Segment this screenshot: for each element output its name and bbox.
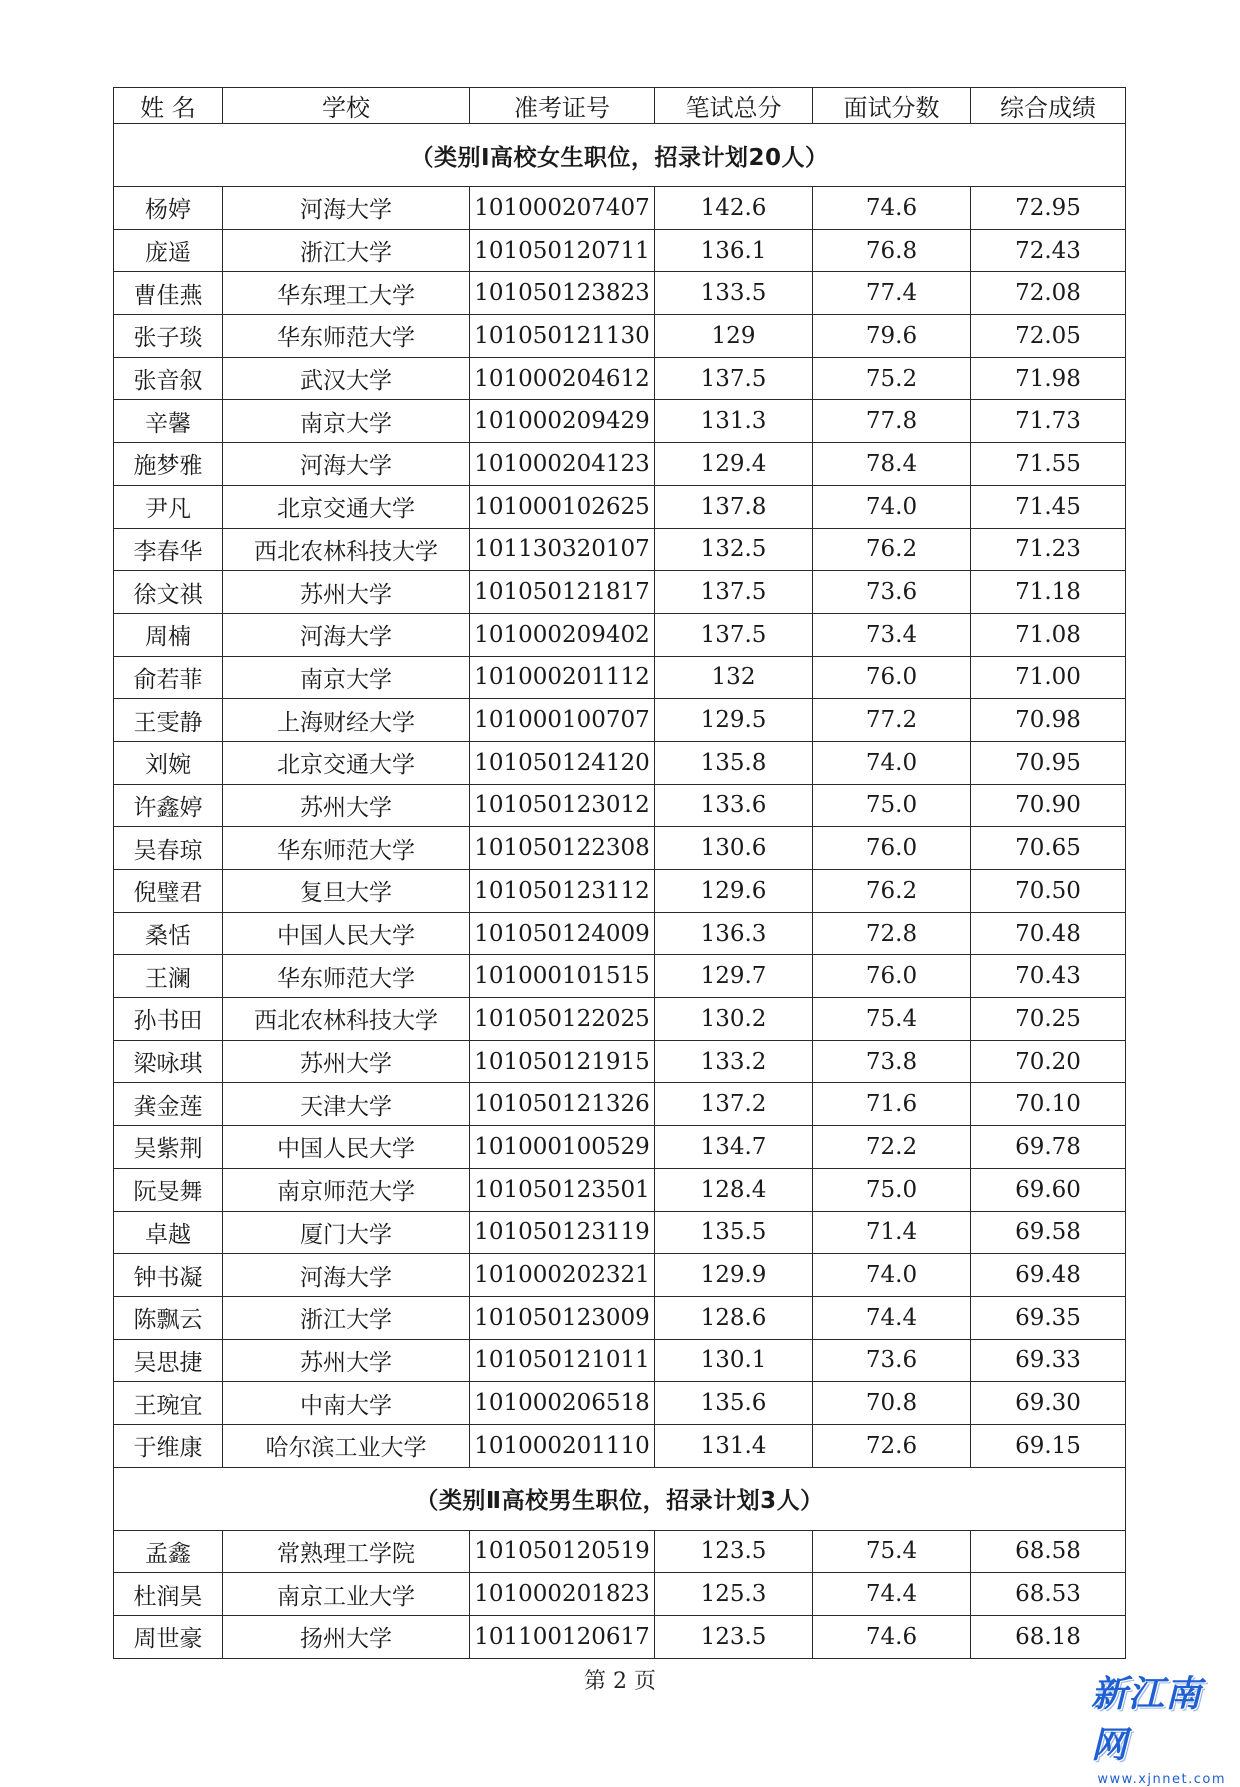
cell-exam-id: 101000204612 xyxy=(470,357,655,400)
score-table xyxy=(113,87,1126,1659)
cell-written-score: 129.6 xyxy=(655,870,813,913)
cell-total-score: 71.18 xyxy=(971,571,1126,614)
cell-name: 王澜 xyxy=(114,955,223,998)
cell-exam-id: 101050122025 xyxy=(470,998,655,1041)
header-written-score: 笔试总分 xyxy=(655,88,813,124)
cell-interview-score: 74.6 xyxy=(813,187,971,230)
cell-school: 河海大学 xyxy=(223,443,470,486)
cell-name: 杨婷 xyxy=(114,187,223,230)
table-row xyxy=(114,571,1126,614)
section-title: （类别Ⅱ高校男生职位，招录计划3人） xyxy=(114,1467,1126,1530)
cell-interview-score: 77.2 xyxy=(813,699,971,742)
cell-exam-id: 101050121130 xyxy=(470,315,655,358)
cell-written-score: 131.3 xyxy=(655,400,813,443)
cell-total-score: 71.73 xyxy=(971,400,1126,443)
cell-written-score: 135.8 xyxy=(655,741,813,784)
table-row xyxy=(114,1530,1126,1573)
cell-name: 辛馨 xyxy=(114,400,223,443)
cell-school: 南京工业大学 xyxy=(223,1573,470,1616)
cell-exam-id: 101130320107 xyxy=(470,528,655,571)
cell-interview-score: 74.4 xyxy=(813,1296,971,1339)
cell-written-score: 131.4 xyxy=(655,1424,813,1467)
table-row xyxy=(114,1339,1126,1382)
cell-total-score: 71.98 xyxy=(971,357,1126,400)
section-title: （类别Ⅰ高校女生职位，招录计划20人） xyxy=(114,124,1126,187)
cell-exam-id: 101050121817 xyxy=(470,571,655,614)
cell-written-score: 142.6 xyxy=(655,187,813,230)
cell-total-score: 70.25 xyxy=(971,998,1126,1041)
cell-written-score: 137.5 xyxy=(655,613,813,656)
cell-written-score: 135.6 xyxy=(655,1382,813,1425)
cell-school: 中国人民大学 xyxy=(223,1126,470,1169)
header-exam-id: 准考证号 xyxy=(470,88,655,124)
cell-school: 华东理工大学 xyxy=(223,272,470,315)
cell-total-score: 69.60 xyxy=(971,1168,1126,1211)
cell-total-score: 69.30 xyxy=(971,1382,1126,1425)
cell-exam-id: 101000201110 xyxy=(470,1424,655,1467)
cell-interview-score: 74.6 xyxy=(813,1616,971,1659)
cell-total-score: 70.20 xyxy=(971,1040,1126,1083)
cell-written-score: 129 xyxy=(655,315,813,358)
cell-written-score: 129.9 xyxy=(655,1254,813,1297)
cell-interview-score: 76.2 xyxy=(813,870,971,913)
cell-school: 河海大学 xyxy=(223,1254,470,1297)
cell-interview-score: 74.0 xyxy=(813,741,971,784)
cell-name: 桑恬 xyxy=(114,912,223,955)
table-row xyxy=(114,1296,1126,1339)
table-row xyxy=(114,1168,1126,1211)
cell-total-score: 70.98 xyxy=(971,699,1126,742)
cell-total-score: 69.35 xyxy=(971,1296,1126,1339)
cell-total-score: 70.43 xyxy=(971,955,1126,998)
table-row xyxy=(114,613,1126,656)
cell-exam-id: 101050123119 xyxy=(470,1211,655,1254)
cell-interview-score: 74.4 xyxy=(813,1573,971,1616)
table-row xyxy=(114,1573,1126,1616)
cell-written-score: 129.7 xyxy=(655,955,813,998)
cell-interview-score: 78.4 xyxy=(813,443,971,486)
cell-total-score: 70.50 xyxy=(971,870,1126,913)
cell-total-score: 69.58 xyxy=(971,1211,1126,1254)
cell-exam-id: 101000201112 xyxy=(470,656,655,699)
cell-written-score: 130.2 xyxy=(655,998,813,1041)
cell-name: 梁咏琪 xyxy=(114,1040,223,1083)
cell-exam-id: 101100120617 xyxy=(470,1616,655,1659)
cell-school: 中国人民大学 xyxy=(223,912,470,955)
cell-total-score: 71.23 xyxy=(971,528,1126,571)
cell-interview-score: 75.0 xyxy=(813,1168,971,1211)
cell-total-score: 70.95 xyxy=(971,741,1126,784)
cell-total-score: 71.00 xyxy=(971,656,1126,699)
cell-written-score: 128.4 xyxy=(655,1168,813,1211)
cell-name: 孙书田 xyxy=(114,998,223,1041)
cell-exam-id: 101000202321 xyxy=(470,1254,655,1297)
cell-interview-score: 74.0 xyxy=(813,1254,971,1297)
cell-written-score: 133.6 xyxy=(655,784,813,827)
cell-school: 华东师范大学 xyxy=(223,315,470,358)
cell-interview-score: 79.6 xyxy=(813,315,971,358)
cell-exam-id: 101050121011 xyxy=(470,1339,655,1382)
cell-school: 苏州大学 xyxy=(223,1339,470,1382)
table-row xyxy=(114,1382,1126,1425)
cell-name: 杜润昊 xyxy=(114,1573,223,1616)
cell-interview-score: 77.4 xyxy=(813,272,971,315)
cell-total-score: 69.78 xyxy=(971,1126,1126,1169)
cell-interview-score: 71.4 xyxy=(813,1211,971,1254)
header-name: 姓 名 xyxy=(114,88,223,124)
cell-total-score: 69.33 xyxy=(971,1339,1126,1382)
cell-school: 西北农林科技大学 xyxy=(223,998,470,1041)
cell-interview-score: 76.8 xyxy=(813,229,971,272)
table-row xyxy=(114,357,1126,400)
cell-interview-score: 77.8 xyxy=(813,400,971,443)
cell-name: 许鑫婷 xyxy=(114,784,223,827)
cell-name: 卓越 xyxy=(114,1211,223,1254)
cell-exam-id: 101050122308 xyxy=(470,827,655,870)
cell-school: 南京大学 xyxy=(223,656,470,699)
cell-exam-id: 101050123501 xyxy=(470,1168,655,1211)
cell-exam-id: 101050124120 xyxy=(470,741,655,784)
cell-exam-id: 101000101515 xyxy=(470,955,655,998)
cell-interview-score: 72.2 xyxy=(813,1126,971,1169)
header-school: 学校 xyxy=(223,88,470,124)
cell-name: 王琬宜 xyxy=(114,1382,223,1425)
cell-school: 河海大学 xyxy=(223,187,470,230)
cell-written-score: 123.5 xyxy=(655,1616,813,1659)
cell-name: 徐文祺 xyxy=(114,571,223,614)
cell-name: 吴思捷 xyxy=(114,1339,223,1382)
cell-exam-id: 101000201823 xyxy=(470,1573,655,1616)
cell-total-score: 72.95 xyxy=(971,187,1126,230)
cell-interview-score: 76.0 xyxy=(813,656,971,699)
cell-exam-id: 101000100707 xyxy=(470,699,655,742)
table-row xyxy=(114,400,1126,443)
table-row xyxy=(114,656,1126,699)
cell-exam-id: 101050121326 xyxy=(470,1083,655,1126)
cell-name: 李春华 xyxy=(114,528,223,571)
table-row xyxy=(114,443,1126,486)
cell-interview-score: 75.0 xyxy=(813,784,971,827)
cell-school: 复旦大学 xyxy=(223,870,470,913)
cell-interview-score: 73.4 xyxy=(813,613,971,656)
table-row xyxy=(114,1083,1126,1126)
cell-written-score: 128.6 xyxy=(655,1296,813,1339)
header-row xyxy=(114,88,1126,124)
cell-interview-score: 75.2 xyxy=(813,357,971,400)
table-row xyxy=(114,699,1126,742)
cell-written-score: 136.1 xyxy=(655,229,813,272)
cell-school: 苏州大学 xyxy=(223,784,470,827)
table-row xyxy=(114,784,1126,827)
cell-interview-score: 76.2 xyxy=(813,528,971,571)
cell-school: 厦门大学 xyxy=(223,1211,470,1254)
table-row xyxy=(114,187,1126,230)
cell-school: 苏州大学 xyxy=(223,571,470,614)
cell-total-score: 70.10 xyxy=(971,1083,1126,1126)
cell-interview-score: 76.0 xyxy=(813,955,971,998)
cell-exam-id: 101000207407 xyxy=(470,187,655,230)
cell-name: 吴紫荆 xyxy=(114,1126,223,1169)
cell-written-score: 130.6 xyxy=(655,827,813,870)
cell-school: 河海大学 xyxy=(223,613,470,656)
cell-total-score: 70.65 xyxy=(971,827,1126,870)
cell-interview-score: 73.6 xyxy=(813,571,971,614)
cell-exam-id: 101000209402 xyxy=(470,613,655,656)
cell-written-score: 136.3 xyxy=(655,912,813,955)
cell-name: 阮旻舞 xyxy=(114,1168,223,1211)
cell-exam-id: 101000209429 xyxy=(470,400,655,443)
table-row xyxy=(114,870,1126,913)
site-watermark xyxy=(1091,1666,1226,1787)
cell-name: 俞若菲 xyxy=(114,656,223,699)
cell-total-score: 68.18 xyxy=(971,1616,1126,1659)
table-row xyxy=(114,955,1126,998)
cell-name: 倪璧君 xyxy=(114,870,223,913)
cell-name: 曹佳燕 xyxy=(114,272,223,315)
cell-school: 武汉大学 xyxy=(223,357,470,400)
cell-total-score: 68.58 xyxy=(971,1530,1126,1573)
cell-written-score: 133.5 xyxy=(655,272,813,315)
cell-school: 哈尔滨工业大学 xyxy=(223,1424,470,1467)
cell-name: 于维康 xyxy=(114,1424,223,1467)
cell-name: 钟书凝 xyxy=(114,1254,223,1297)
cell-school: 天津大学 xyxy=(223,1083,470,1126)
table-row xyxy=(114,315,1126,358)
cell-name: 陈飘云 xyxy=(114,1296,223,1339)
cell-total-score: 69.48 xyxy=(971,1254,1126,1297)
cell-written-score: 129.5 xyxy=(655,699,813,742)
table-body xyxy=(114,124,1126,1659)
cell-written-score: 123.5 xyxy=(655,1530,813,1573)
cell-school: 西北农林科技大学 xyxy=(223,528,470,571)
cell-total-score: 72.05 xyxy=(971,315,1126,358)
table-row xyxy=(114,1040,1126,1083)
cell-name: 张音叙 xyxy=(114,357,223,400)
cell-school: 华东师范大学 xyxy=(223,827,470,870)
cell-exam-id: 101000102625 xyxy=(470,485,655,528)
cell-name: 周楠 xyxy=(114,613,223,656)
cell-name: 尹凡 xyxy=(114,485,223,528)
cell-exam-id: 101050121915 xyxy=(470,1040,655,1083)
cell-total-score: 68.53 xyxy=(971,1573,1126,1616)
table-row xyxy=(114,528,1126,571)
cell-interview-score: 75.4 xyxy=(813,998,971,1041)
cell-total-score: 69.15 xyxy=(971,1424,1126,1467)
cell-written-score: 133.2 xyxy=(655,1040,813,1083)
cell-total-score: 71.55 xyxy=(971,443,1126,486)
cell-total-score: 71.45 xyxy=(971,485,1126,528)
cell-name: 周世豪 xyxy=(114,1616,223,1659)
cell-exam-id: 101050120519 xyxy=(470,1530,655,1573)
table-row xyxy=(114,912,1126,955)
cell-written-score: 137.5 xyxy=(655,571,813,614)
cell-name: 吴春琼 xyxy=(114,827,223,870)
table-row xyxy=(114,229,1126,272)
table-row xyxy=(114,272,1126,315)
cell-exam-id: 101000100529 xyxy=(470,1126,655,1169)
table-row xyxy=(114,1126,1126,1169)
cell-name: 龚金莲 xyxy=(114,1083,223,1126)
table-row xyxy=(114,485,1126,528)
cell-interview-score: 73.8 xyxy=(813,1040,971,1083)
cell-written-score: 134.7 xyxy=(655,1126,813,1169)
cell-school: 北京交通大学 xyxy=(223,741,470,784)
cell-school: 北京交通大学 xyxy=(223,485,470,528)
cell-exam-id: 101050123112 xyxy=(470,870,655,913)
cell-exam-id: 101050124009 xyxy=(470,912,655,955)
cell-written-score: 135.5 xyxy=(655,1211,813,1254)
table-row xyxy=(114,1616,1126,1659)
cell-interview-score: 70.8 xyxy=(813,1382,971,1425)
cell-school: 南京师范大学 xyxy=(223,1168,470,1211)
cell-school: 常熟理工学院 xyxy=(223,1530,470,1573)
cell-interview-score: 72.6 xyxy=(813,1424,971,1467)
cell-total-score: 72.43 xyxy=(971,229,1126,272)
cell-written-score: 137.5 xyxy=(655,357,813,400)
cell-written-score: 132 xyxy=(655,656,813,699)
watermark-logo: 新江南网 xyxy=(1091,1674,1203,1766)
cell-exam-id: 101050123009 xyxy=(470,1296,655,1339)
cell-school: 苏州大学 xyxy=(223,1040,470,1083)
cell-total-score: 70.48 xyxy=(971,912,1126,955)
cell-name: 施梦雅 xyxy=(114,443,223,486)
cell-exam-id: 101050123823 xyxy=(470,272,655,315)
section-row xyxy=(114,1467,1126,1530)
cell-interview-score: 73.6 xyxy=(813,1339,971,1382)
cell-school: 浙江大学 xyxy=(223,229,470,272)
cell-school: 中南大学 xyxy=(223,1382,470,1425)
cell-exam-id: 101000206518 xyxy=(470,1382,655,1425)
table-row xyxy=(114,1211,1126,1254)
cell-interview-score: 72.8 xyxy=(813,912,971,955)
cell-total-score: 71.08 xyxy=(971,613,1126,656)
cell-written-score: 129.4 xyxy=(655,443,813,486)
cell-school: 华东师范大学 xyxy=(223,955,470,998)
header-interview-score: 面试分数 xyxy=(813,88,971,124)
cell-name: 庞遥 xyxy=(114,229,223,272)
header-total-score: 综合成绩 xyxy=(971,88,1126,124)
cell-school: 浙江大学 xyxy=(223,1296,470,1339)
cell-exam-id: 101000204123 xyxy=(470,443,655,486)
cell-written-score: 130.1 xyxy=(655,1339,813,1382)
cell-written-score: 125.3 xyxy=(655,1573,813,1616)
page-number: 第 2 页 xyxy=(584,1669,656,1694)
cell-interview-score: 76.0 xyxy=(813,827,971,870)
cell-total-score: 70.90 xyxy=(971,784,1126,827)
cell-written-score: 137.2 xyxy=(655,1083,813,1126)
cell-school: 上海财经大学 xyxy=(223,699,470,742)
table-row xyxy=(114,827,1126,870)
cell-interview-score: 75.4 xyxy=(813,1530,971,1573)
section-row xyxy=(114,124,1126,187)
cell-interview-score: 71.6 xyxy=(813,1083,971,1126)
cell-exam-id: 101050123012 xyxy=(470,784,655,827)
cell-school: 扬州大学 xyxy=(223,1616,470,1659)
cell-name: 张子琰 xyxy=(114,315,223,358)
cell-written-score: 137.8 xyxy=(655,485,813,528)
cell-total-score: 72.08 xyxy=(971,272,1126,315)
cell-interview-score: 74.0 xyxy=(813,485,971,528)
table-row xyxy=(114,1424,1126,1467)
cell-school: 南京大学 xyxy=(223,400,470,443)
cell-exam-id: 101050120711 xyxy=(470,229,655,272)
cell-name: 孟鑫 xyxy=(114,1530,223,1573)
cell-name: 王雯静 xyxy=(114,699,223,742)
table-row xyxy=(114,1254,1126,1297)
table-row xyxy=(114,998,1126,1041)
watermark-url: www.xjnnet.com xyxy=(1097,1772,1226,1787)
cell-written-score: 132.5 xyxy=(655,528,813,571)
table-row xyxy=(114,741,1126,784)
cell-name: 刘婉 xyxy=(114,741,223,784)
